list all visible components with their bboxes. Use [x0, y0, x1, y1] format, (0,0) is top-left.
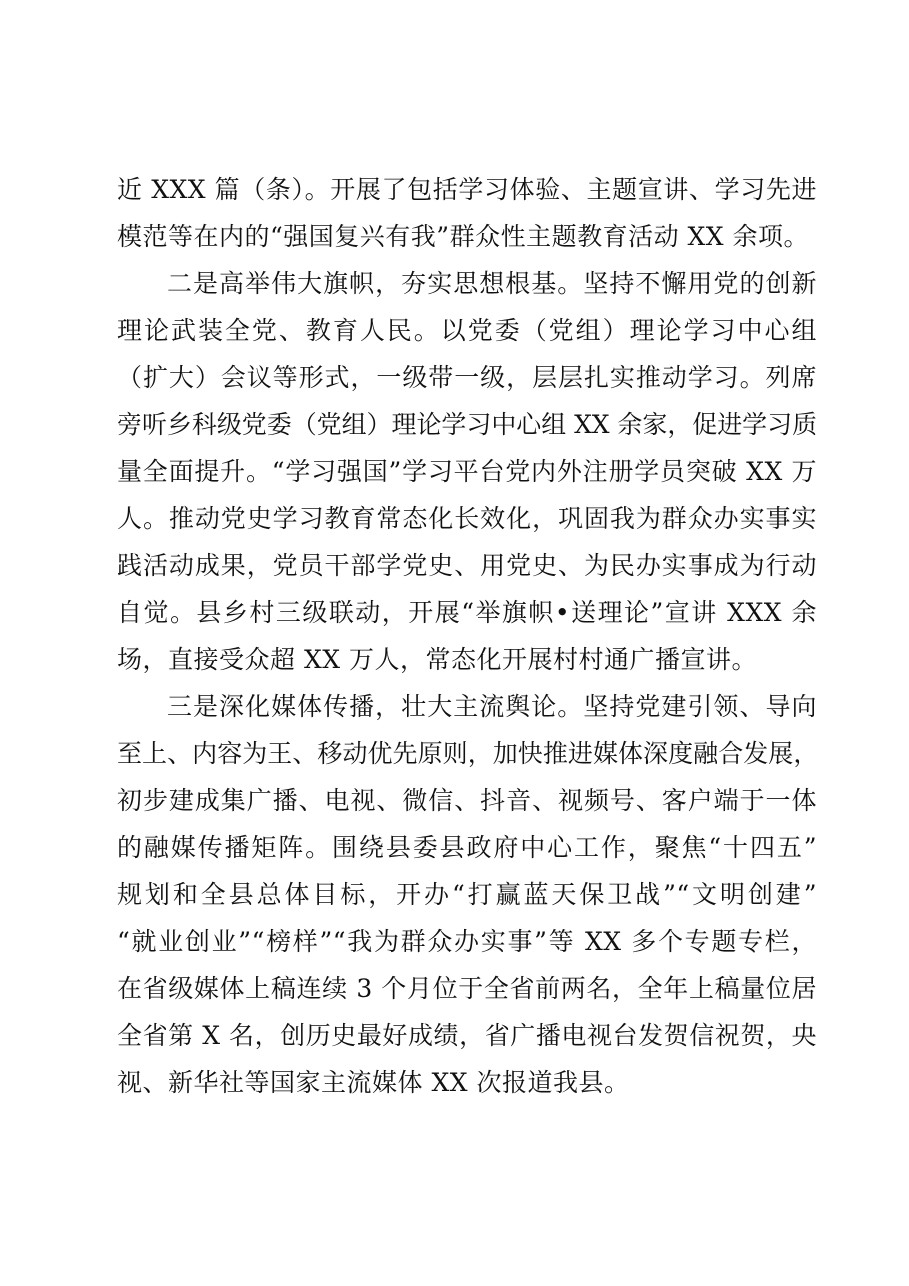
text-line: 全省第 X 名，创历史最好成绩，省广播电视台发贺信祝贺，央: [117, 1021, 817, 1050]
document-body: [117, 166, 817, 1106]
text-line: 理论武装全党、教育人民。以党委（党组）理论学习中心组: [117, 316, 817, 345]
text-line: 模范等在内的“强国复兴有我”群众性主题教育活动 XX 余项。: [117, 222, 810, 251]
text-line: 人。推动党史学习教育常态化长效化，巩固我为群众办实事实: [117, 504, 817, 533]
text-line: 自觉。县乡村三级联动，开展“举旗帜•送理论”宣讲 XXX 余: [117, 598, 817, 627]
text-line: 场，直接受众超 XX 万人，常态化开展村村通广播宣讲。: [117, 645, 757, 674]
text-line: 规划和全县总体目标，开办“打赢蓝天保卫战”“文明创建”: [117, 880, 817, 909]
text-line: 二是高举伟大旗帜，夯实思想根基。坚持不懈用党的创新: [167, 269, 817, 298]
text-line: 初步建成集广播、电视、微信、抖音、视频号、客户端于一体: [117, 786, 817, 815]
text-line: 旁听乡科级党委（党组）理论学习中心组 XX 余家，促进学习质: [117, 410, 817, 439]
text-line: 在省级媒体上稿连续 3 个月位于全省前两名，全年上稿量位居: [117, 974, 817, 1003]
text-line: 量全面提升。“学习强国”学习平台党内外注册学员突破 XX 万: [117, 457, 817, 486]
text-line: （扩大）会议等形式，一级带一级，层层扎实推动学习。列席: [117, 363, 817, 392]
text-line: 践活动成果，党员干部学党史、用党史、为民办实事成为行动: [117, 551, 817, 580]
text-line: 近 XXX 篇（条）。开展了包括学习体验、主题宣讲、学习先进: [117, 175, 817, 204]
text-line: 视、新华社等国家主流媒体 XX 次报道我县。: [117, 1068, 630, 1097]
text-line: “就业创业”“榜样”“我为群众办实事”等 XX 多个专题专栏，: [117, 927, 817, 956]
text-line: 的融媒传播矩阵。围绕县委县政府中心工作，聚焦“十四五”: [117, 833, 817, 862]
text-line: 至上、内容为王、移动优先原则，加快推进媒体深度融合发展，: [117, 739, 819, 768]
text-line: 三是深化媒体传播，壮大主流舆论。坚持党建引领、导向: [167, 692, 817, 721]
